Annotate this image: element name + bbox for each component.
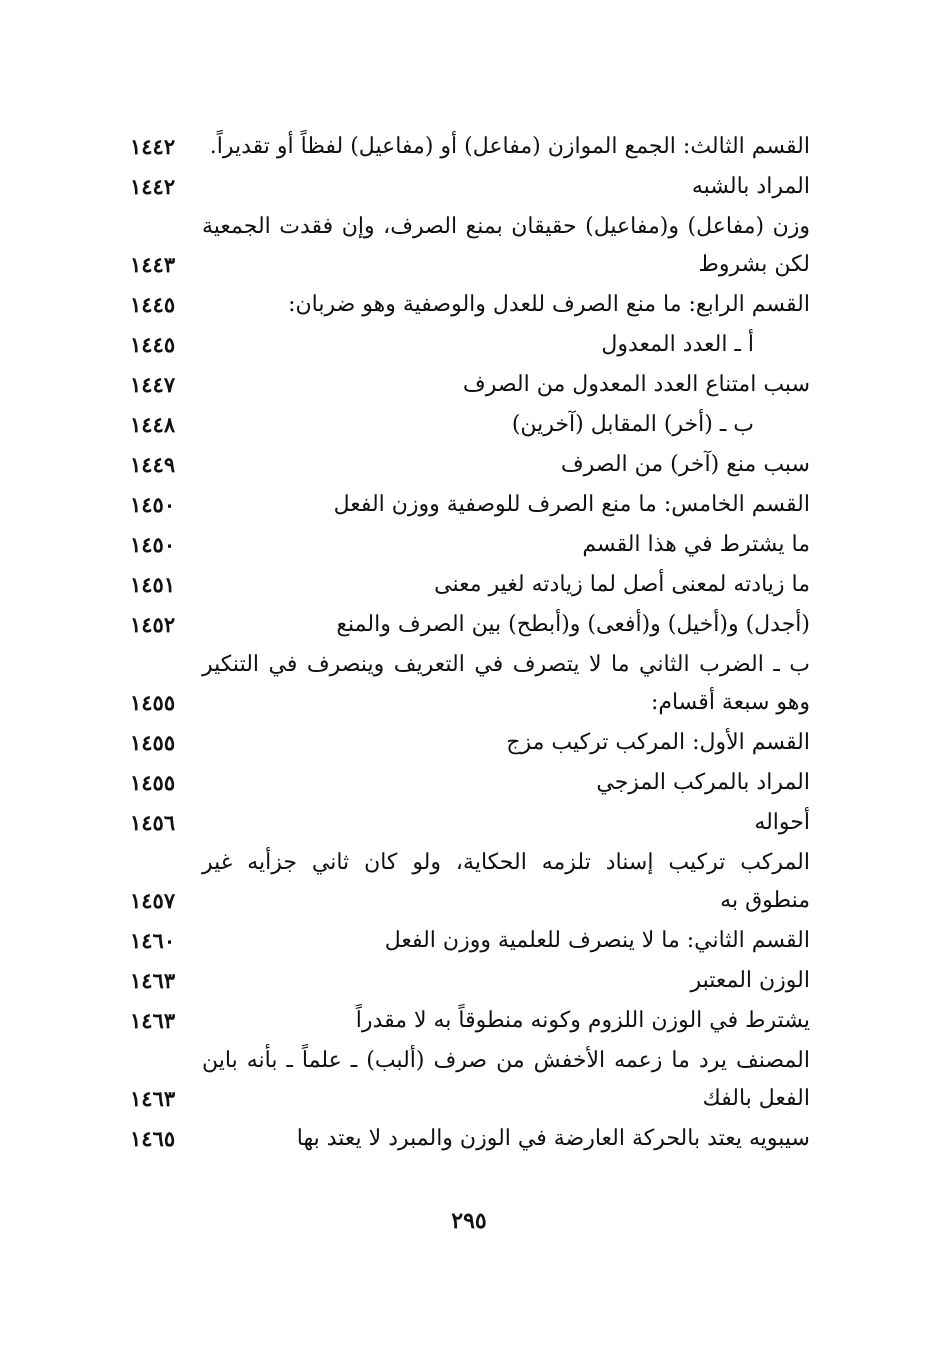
- page-number: ١٤٤٣: [130, 252, 176, 277]
- toc-entry: [130, 762, 810, 802]
- entry-text: سبب منع (آخر) من الصرف: [560, 452, 810, 477]
- page-number: ١٤٥٦: [130, 810, 176, 835]
- entry-text: القسم الأول: المركب تركيب مزج: [506, 730, 810, 755]
- page-number: ١٤٥١: [130, 572, 176, 597]
- entry-text: ما يشترط في هذا القسم: [582, 532, 810, 557]
- entry-text: أ ـ العدد المعدول: [601, 332, 754, 357]
- page-number: ١٤٥٥: [130, 770, 176, 795]
- entry-text: سبب امتناع العدد المعدول من الصرف: [462, 372, 810, 397]
- toc-entry: [130, 722, 810, 762]
- page-number: ١٤٥٠: [130, 532, 176, 557]
- entry-text: المراد بالشبه: [691, 174, 810, 199]
- entry-text: القسم الخامس: ما منع الصرف للوصفية ووزن الفعل: [333, 492, 810, 517]
- toc-entry: [130, 564, 810, 604]
- toc-entry: [130, 364, 810, 404]
- toc-entry: [130, 802, 810, 842]
- page-number: ١٤٤٥: [130, 332, 176, 357]
- toc-entry: [130, 324, 810, 364]
- page-number: ١٤٤٥: [130, 292, 176, 317]
- entry-text: الوزن المعتبر: [690, 968, 810, 993]
- entry-text: ما زيادته لمعنى أصل لما زيادته لغير معنى: [434, 572, 810, 597]
- entry-text: المركب تركيب إسناد تلزمه الحكاية، ولو كان ثاني جزأيه غير منطوق به: [202, 850, 810, 913]
- page-number: ١٤٥٢: [130, 612, 176, 637]
- toc-entry: [130, 1040, 810, 1118]
- page-folio-number: ٢٩٥: [451, 1208, 487, 1234]
- toc-entry: [130, 284, 810, 324]
- page-number: ١٤٤٧: [130, 372, 176, 397]
- toc-entry: [130, 166, 810, 206]
- page-number: ١٤٤٩: [130, 452, 176, 477]
- entry-text: ب ـ (أخر) المقابل (آخرين): [511, 412, 754, 437]
- page-number: ١٤٤٨: [130, 412, 176, 437]
- page-number: ١٤٥٥: [130, 690, 176, 715]
- entry-text: سيبويه يعتد بالحركة العارضة في الوزن والمبرد لا يعتد بها: [296, 1126, 810, 1151]
- toc-entry: [130, 524, 810, 564]
- entry-text: وزن (مفاعل) و(مفاعيل) حقيقان بمنع الصرف، وإن فقدت الجمعية لكن بشروط: [202, 214, 810, 277]
- toc-entry: [130, 644, 810, 722]
- table-of-contents: [130, 88, 810, 1158]
- toc-entry: [130, 1118, 810, 1158]
- entry-text: القسم الثالث: الجمع الموازن (مفاعل) أو (مفاعيل) لفظاً أو تقديراً.: [209, 134, 810, 159]
- page-number: ١٤٦٠: [130, 928, 176, 953]
- toc-entry: [130, 88, 810, 166]
- entry-text: القسم الرابع: ما منع الصرف للعدل والوصفية وهو ضربان:: [288, 292, 810, 317]
- toc-entry: [130, 842, 810, 920]
- page-number: ١٤٥٧: [130, 888, 176, 913]
- entry-text: المصنف يرد ما زعمه الأخفش من صرف (ألبب) ـ علماً ـ بأنه باين الفعل بالفك: [202, 1048, 810, 1111]
- page-number: ١٤٥٥: [130, 730, 176, 755]
- page-number: ١٤٥٠: [130, 492, 176, 517]
- toc-entry: [130, 206, 810, 284]
- page-number: ١٤٦٣: [130, 968, 176, 993]
- page-number: ١٤٤٢: [130, 134, 176, 159]
- toc-entry: [130, 484, 810, 524]
- page-number: ١٤٦٥: [130, 1126, 176, 1151]
- entry-text: المراد بالمركب المزجي: [596, 770, 810, 795]
- toc-entry: [130, 1000, 810, 1040]
- entry-text: القسم الثاني: ما لا ينصرف للعلمية ووزن الفعل: [384, 928, 810, 953]
- toc-entry: [130, 404, 810, 444]
- entry-text: أحواله: [754, 810, 810, 835]
- entry-text: يشترط في الوزن اللزوم وكونه منطوقاً به لا مقدراً: [355, 1008, 810, 1033]
- page-number: ١٤٤٢: [130, 174, 176, 199]
- entry-text: ب ـ الضرب الثاني ما لا يتصرف في التعريف وينصرف في التنكير وهو سبعة أقسام:: [202, 652, 810, 715]
- entry-text: (أجدل) و(أخيل) و(أفعى) و(أبطح) بين الصرف والمنع: [336, 612, 810, 637]
- toc-entry: [130, 960, 810, 1000]
- page-number: ١٤٦٣: [130, 1086, 176, 1111]
- toc-entry: [130, 920, 810, 960]
- toc-entry: [130, 604, 810, 644]
- page-number: ١٤٦٣: [130, 1008, 176, 1033]
- toc-entry: [130, 444, 810, 484]
